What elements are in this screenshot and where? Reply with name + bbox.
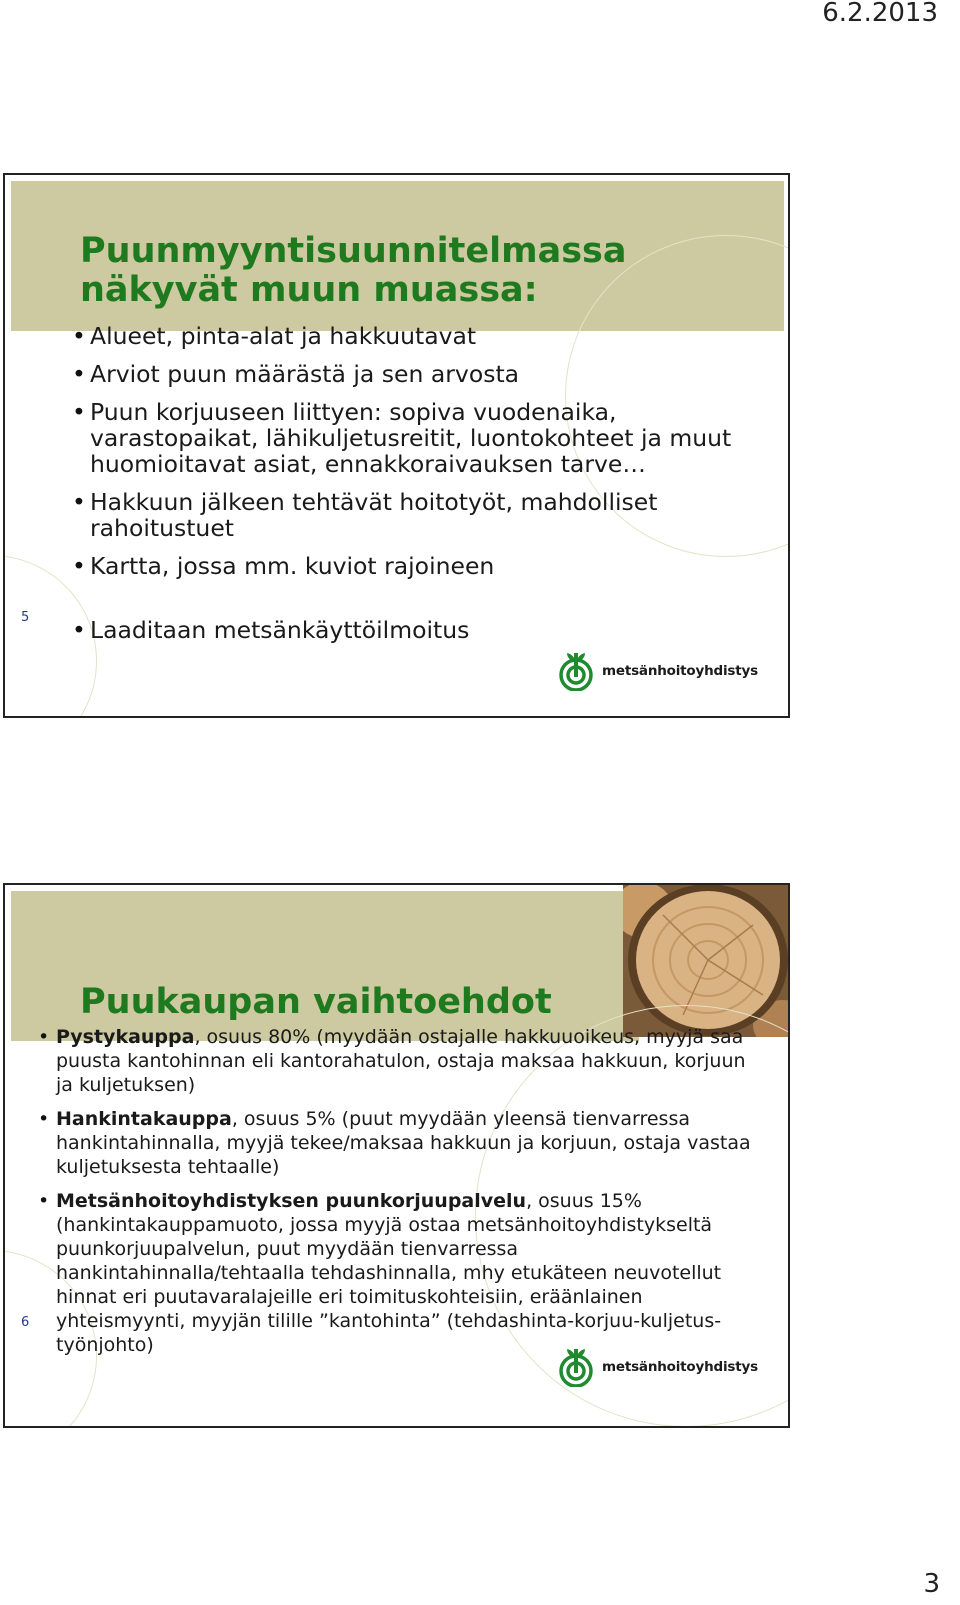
- log-cross-section-image: [623, 885, 790, 1037]
- slide-title: Puukaupan vaihtoehdot: [80, 982, 552, 1022]
- bullet-term: Metsänhoitoyhdistyksen puunkorjuupalvelu: [56, 1190, 527, 1212]
- bullet-term: Pystykauppa: [56, 1026, 195, 1048]
- logo-text: metsänhoitoyhdistys: [602, 663, 758, 679]
- page-number: 3: [923, 1569, 940, 1599]
- bullet-term: Hankintakauppa: [56, 1108, 232, 1130]
- bullet-item: • Puun korjuuseen liittyen: sopiva vuodenaika, varastopaikat, lähikuljetusreitit, luontokohteet ja muut huomioitavat asiat, ennakkoraivauksen tarve…: [72, 399, 740, 477]
- bullet-text: , osuus 15% (hankintakauppamuoto, jossa myyjä ostaa metsänhoitoyhdistykseltä puunkorjuupalvelun, puut myydään tienvarressa hankintahinnalla/tehtaalla tehdashinnalla, mhy etukäteen neuvotellut hinnat eri puutavaralajeille eri toimituskohteisiin, eräänlainen yhteismyynti, myyjän tilille ”kantohinta” (tehdashinta-korjuu-kuljetus-työnjohto): [56, 1190, 722, 1356]
- bullet-item: [38, 1107, 768, 1179]
- bullet-list: [72, 323, 772, 655]
- slide-number: 6: [21, 1315, 30, 1330]
- slide-6: [3, 883, 790, 1428]
- slide-title: Puunmyyntisuunnitelmassa näkyvät muun muassa:: [80, 231, 627, 310]
- slide-number: 5: [21, 610, 30, 625]
- bullet-item: • Hakkuun jälkeen tehtävät hoitotyöt, mahdolliset rahoitustuet: [72, 489, 690, 541]
- metsanhoitoyhdistys-logo: [558, 651, 758, 691]
- metsanhoitoyhdistys-logo: [558, 1347, 758, 1387]
- slide-5: [3, 173, 790, 718]
- bullet-item: • Alueet, pinta-alat ja hakkuutavat: [72, 323, 772, 349]
- logo-text: metsänhoitoyhdistys: [602, 1359, 758, 1375]
- bullet-text: , osuus 80% (myydään ostajalle hakkuuoikeus, myyjä saa puusta kantohinnan eli kantorahatulon, ostaja maksaa hakkuun, korjuun ja kuljetuksen): [56, 1026, 746, 1096]
- bullet-item: [38, 1189, 768, 1357]
- sprout-logo-icon: [558, 651, 594, 691]
- bullet-text: , osuus 5% (puut myydään yleensä tienvarressa hankintahinnalla, myyjä tekee/maksaa hakkuun ja korjuun, ostaja vastaa kuljetuksesta tehtaalle): [56, 1108, 751, 1178]
- bullet-item: • Kartta, jossa mm. kuviot rajoineen: [72, 553, 772, 579]
- sprout-logo-icon: [558, 1347, 594, 1387]
- bullet-item: • Laaditaan metsänkäyttöilmoitus: [72, 617, 772, 643]
- bullet-list: [38, 1025, 768, 1367]
- page-date: 6.2.2013: [822, 0, 938, 28]
- bullet-item: [38, 1025, 768, 1097]
- bullet-item: • Arviot puun määrästä ja sen arvosta: [72, 361, 772, 387]
